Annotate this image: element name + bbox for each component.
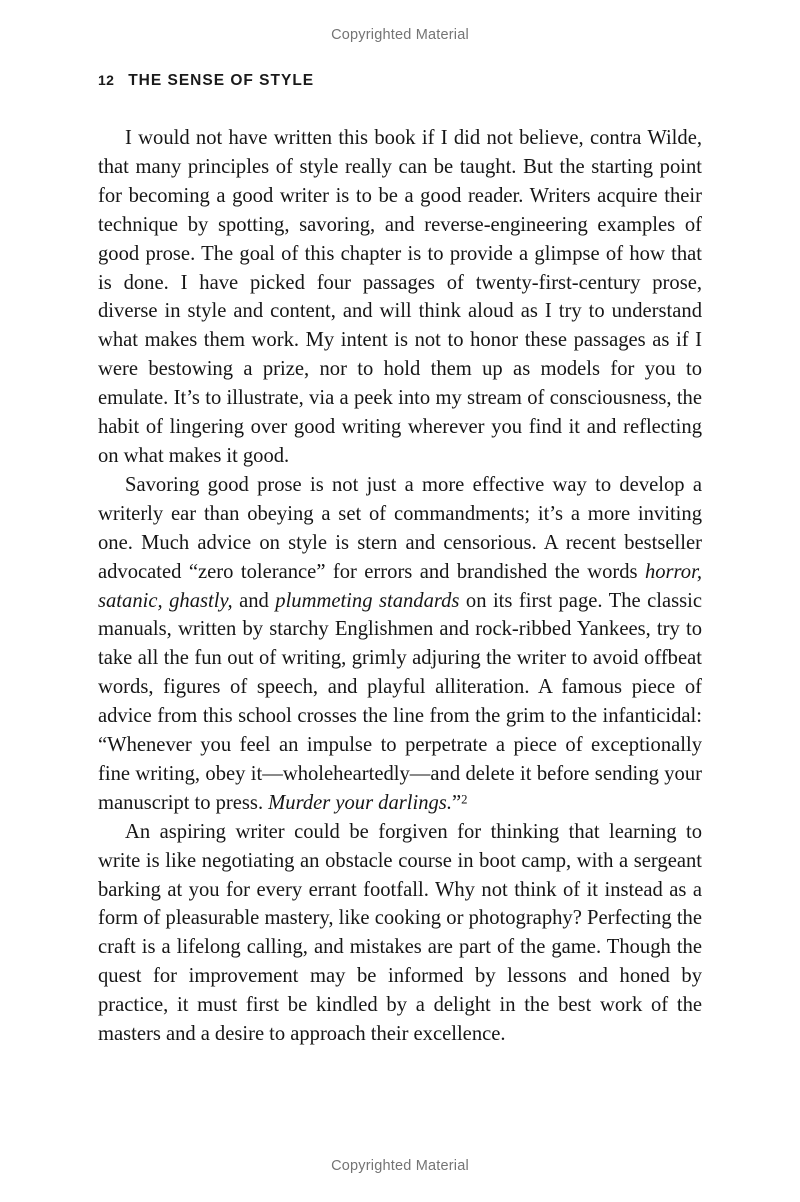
copyright-watermark-bottom: Copyrighted Material	[331, 1158, 469, 1174]
copyright-watermark-top: Copyrighted Material	[331, 27, 469, 43]
paragraph-2: Savoring good prose is not just a more effective way to develop a writerly ear than obeying a set of commandments; it’s a more inviting one. Much advice on style is stern and censorious. A recent bestseller advocated “zero tolerance” for errors and brandished the words horror, satanic, ghastly, and plummeting standards on its first page. The classic manuals, written by starchy Englishmen and rock-ribbed Yankees, try to take all the fun out of writing, grimly adjuring the writer to avoid offbeat words, figures of speech, and playful alliteration. A famous piece of advice from this school crosses the line from the grim to the infanticidal: “Whenever you feel an impulse to perpetrate a piece of exceptionally fine writing, obey it—wholeheartedly—and delete it before sending your manuscript to press. Murder your darlings.”$^2$	[98, 473, 702, 814]
page-number: 12	[98, 72, 115, 88]
running-head	[98, 72, 314, 90]
body-text-block	[98, 124, 702, 1049]
running-head-title: THE SENSE OF STYLE	[128, 72, 315, 89]
paragraph-1: I would not have written this book if I did not believe, contra Wilde, that many principles of style really can be taught. But the starting point for becoming a good writer is to be a good reader. Writers acquire their technique by spotting, savoring, and reverse-engineering examples of good prose. The goal of this chapter is to provide a glimpse of how that is done. I have picked four passages of twenty-first-century prose, diverse in style and content, and will think aloud as I try to understand what makes them work. My intent is not to honor these passages as if I were bestowing a prize, nor to hold them up as models for you to emulate. It’s to illustrate, via a peek into my stream of consciousness, the habit of lingering over good writing wherever you find it and reflecting on what makes it good.	[98, 127, 702, 467]
paragraph-3: An aspiring writer could be forgiven for thinking that learning to write is like negotiating an obstacle course in boot camp, with a sergeant barking at you for every errant footfall. Why not think of it instead as a form of pleasurable mastery, like cooking or photography? Perfecting the craft is a lifelong calling, and mistakes are part of the game. Though the quest for improvement may be informed by lessons and honed by practice, it must first be kindled by a delight in the best work of the masters and a desire to approach their excellence.	[98, 820, 702, 1046]
